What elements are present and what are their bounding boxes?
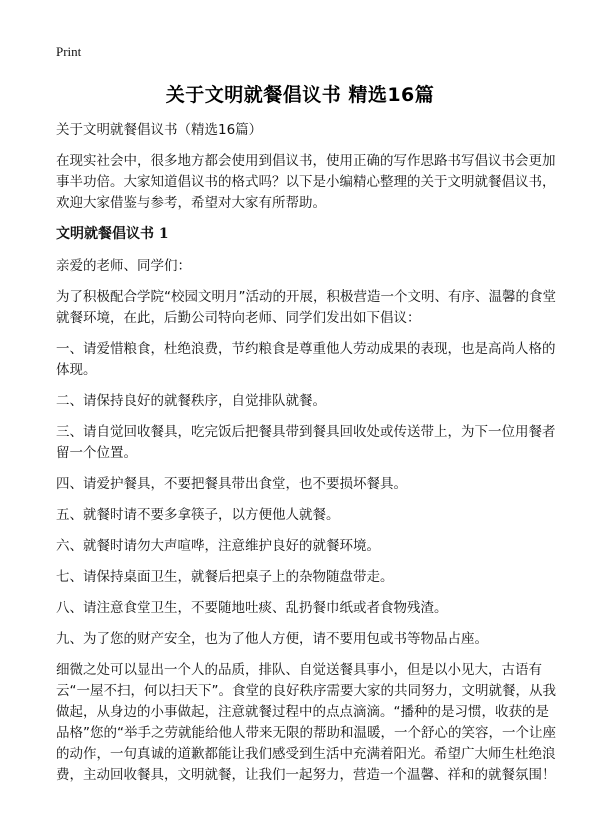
paragraph: 四、请爱护餐具，不要把餐具带出食堂，也不要损坏餐具。 [56,476,407,492]
article-body [56,120,560,796]
print-link[interactable]: Print [56,44,82,59]
paragraph: 九、为了您的财产安全，也为了他人方便，请不要用包或书等物品占座。 [56,631,488,647]
paragraph: 八、请注意食堂卫生，不要随地吐痰、乱扔餐巾纸或者食物残渣。 [56,600,448,616]
paragraph: 一、请爱惜粮食，杜绝浪费，节约粮食是尊重他人劳动成果的表现，也是高尚人格的体现。 [56,341,556,378]
paragraph: 六、就餐时请勿大声喧哗，注意维护良好的就餐环境。 [56,538,380,554]
paragraph: 七、请保持桌面卫生，就餐后把桌子上的杂物随盘带走。 [56,569,394,585]
section-heading: 文明就餐倡议书 1 [56,226,169,242]
paragraph: 为了积极配合学院“校园文明月”活动的开展，积极营造一个文明、有序、温馨的食堂就餐环境，在此，后勤公司特向老师、同学们发出如下倡议： [56,289,556,326]
paragraph: 细微之处可以显出一个人的品质，排队、自觉送餐具事小，但是以小见大，古语有云“一屋不扫，何以扫天下”。食堂的良好秩序需要大家的共同努力，文明就餐，从我做起，从身边的小事做起，注意就餐过程中的点点滴滴。“播种的是习惯，收获的是品格”您的“举手之劳就能给他人带来无限的帮助和温暖，一个舒心的笑容，一个让座的动作，一句真诚的道歉都能让我们感受到生活中充满着阳光。希望广大师生杜绝浪费，主动回收餐具，文明就餐，让我们一起努力，营造一个温馨、祥和的就餐氛围！ [56,662,556,783]
paragraph: 五、就餐时请不要多拿筷子，以方便他人就餐。 [56,507,340,523]
paragraph: 二、请保持良好的就餐秩序，自觉排队就餐。 [56,393,326,409]
intro-paragraph: 在现实社会中，很多地方都会使用到倡议书，使用正确的写作思路书写倡议书会更加事半功倍。大家知道倡议书的格式吗？以下是小编精心整理的关于文明就餐倡议书，欢迎大家借鉴与参考，希望对大家有所帮助。 [56,153,556,211]
page-title: 关于文明就餐倡议书 精选16篇 [165,84,435,106]
greeting: 亲爱的老师、同学们： [56,258,191,274]
paragraph: 三、请自觉回收餐具，吃完饭后把餐具带到餐具回收处或传送带上，为下一位用餐者留一个位置。 [56,424,556,461]
article-subtitle: 关于文明就餐倡议书（精选16篇） [56,122,263,138]
